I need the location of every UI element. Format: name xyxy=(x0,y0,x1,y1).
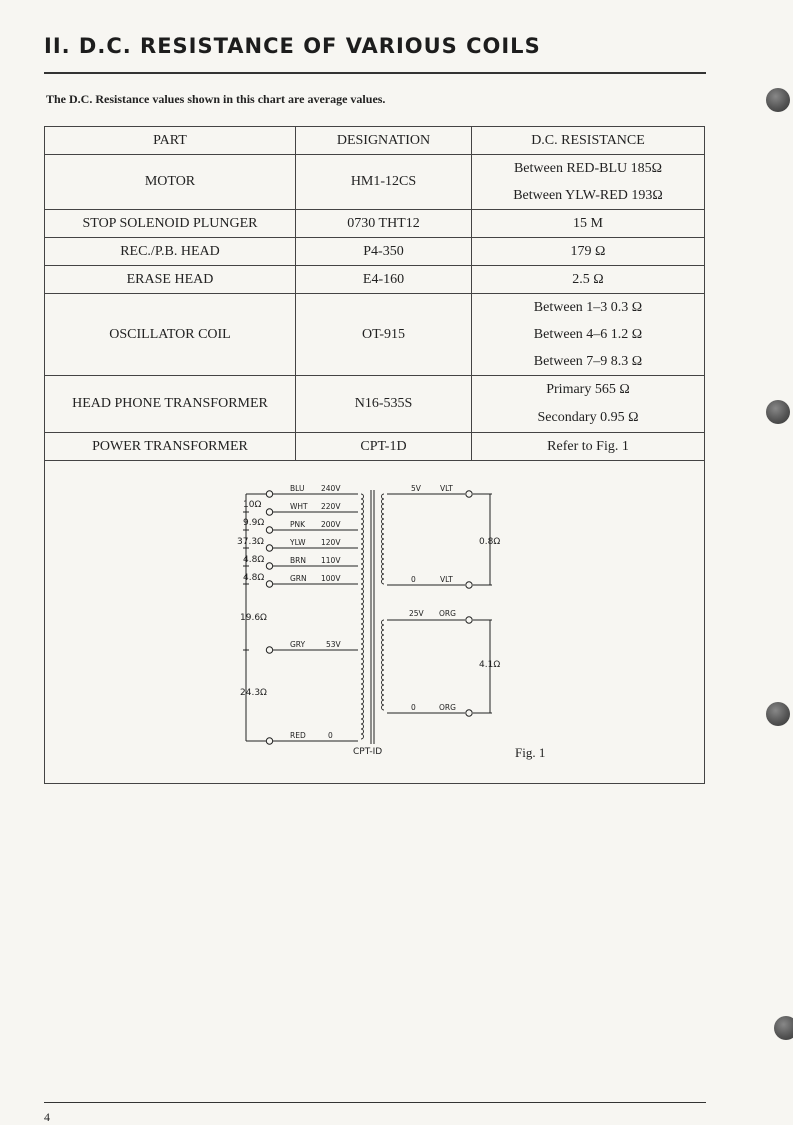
binder-hole xyxy=(766,88,790,112)
resistance-value: 24.3Ω xyxy=(240,688,267,698)
tap-volt: 0 xyxy=(411,703,416,712)
tap-volt: 25V xyxy=(409,609,424,618)
resistance-cell: 15 M xyxy=(472,210,705,238)
designation-cell: HM1-12CS xyxy=(296,155,472,210)
resistance-value: 19.6Ω xyxy=(240,613,267,623)
binder-hole xyxy=(766,400,790,424)
transformer-label: CPT-ID xyxy=(353,747,383,757)
tap-color: VLT xyxy=(440,484,453,493)
part-cell: ERASE HEAD xyxy=(45,266,296,294)
tap-volt: 240V xyxy=(321,484,341,493)
resistance-cell xyxy=(472,376,705,433)
part-cell: OSCILLATOR COIL xyxy=(45,294,296,376)
tap-color: ORG xyxy=(439,609,456,618)
part-cell: HEAD PHONE TRANSFORMER xyxy=(45,376,296,433)
resistance-line: Between YLW-RED 193Ω xyxy=(513,187,663,203)
tap-volt: 5V xyxy=(411,484,421,493)
tap-volt: 120V xyxy=(321,538,341,547)
tap-color: WHT xyxy=(290,502,308,511)
tap-color: VLT xyxy=(440,575,453,584)
resistance-line: Between 4–6 1.2 Ω xyxy=(533,326,643,342)
tap-color: YLW xyxy=(290,538,306,547)
part-cell: POWER TRANSFORMER xyxy=(45,433,296,461)
tap-volt: 0 xyxy=(328,731,333,740)
designation-cell: N16-535S xyxy=(296,376,472,433)
tap-volt: 100V xyxy=(321,574,341,583)
resistance-value: 37.3Ω xyxy=(237,537,264,547)
designation-cell: OT-915 xyxy=(296,294,472,376)
tap-volt: 0 xyxy=(411,575,416,584)
resistance-line: Between 7–9 8.3 Ω xyxy=(533,353,643,369)
tap-color: ORG xyxy=(439,703,456,712)
header-part: PART xyxy=(45,127,296,155)
tap-color: RED xyxy=(290,731,306,740)
resistance-table xyxy=(44,126,705,461)
footer-rule xyxy=(44,1102,706,1103)
resistance-value: 4.1Ω xyxy=(479,660,501,670)
resistance-value: 4.8Ω xyxy=(243,555,265,565)
resistance-line: Between 1–3 0.3 Ω xyxy=(533,299,643,315)
tap-color: BLU xyxy=(290,484,305,493)
resistance-value: 0.8Ω xyxy=(479,537,501,547)
resistance-line: Between RED-BLU 185Ω xyxy=(513,160,663,176)
figure-caption: Fig. 1 xyxy=(515,745,546,760)
resistance-value: 4.8Ω xyxy=(243,573,265,583)
tap-volt: 110V xyxy=(321,556,341,565)
resistance-line: Primary 565 Ω xyxy=(546,382,630,397)
resistance-value: 9.9Ω xyxy=(243,518,265,528)
table-header-row xyxy=(45,127,705,155)
resistance-cell: 179 Ω xyxy=(472,238,705,266)
resistance-cell xyxy=(472,155,705,210)
header-resistance: D.C. RESISTANCE xyxy=(472,127,705,155)
tap-volt: 220V xyxy=(321,502,341,511)
header-designation: DESIGNATION xyxy=(296,127,472,155)
part-cell: MOTOR xyxy=(45,155,296,210)
resistance-cell xyxy=(472,294,705,376)
resistance-value: 10Ω xyxy=(243,500,262,510)
table-row xyxy=(45,376,705,433)
binder-hole xyxy=(766,702,790,726)
table-row xyxy=(45,210,705,238)
part-cell: STOP SOLENOID PLUNGER xyxy=(45,210,296,238)
resistance-line: Secondary 0.95 Ω xyxy=(537,410,639,425)
page-number: 4 xyxy=(44,1110,50,1124)
tap-volt: 53V xyxy=(326,640,341,649)
intro-note: The D.C. Resistance values shown in this chart are average values. xyxy=(46,92,386,106)
part-cell: REC./P.B. HEAD xyxy=(45,238,296,266)
tap-color: PNK xyxy=(290,520,306,529)
table-row xyxy=(45,433,705,461)
tap-volt: 200V xyxy=(321,520,341,529)
resistance-cell: 2.5 Ω xyxy=(472,266,705,294)
binder-hole xyxy=(774,1016,793,1040)
title-rule xyxy=(44,72,706,74)
designation-cell: 0730 THT12 xyxy=(296,210,472,238)
designation-cell: CPT-1D xyxy=(296,433,472,461)
tap-color: BRN xyxy=(290,556,306,565)
designation-cell: E4-160 xyxy=(296,266,472,294)
tap-color: GRY xyxy=(290,640,306,649)
resistance-cell: Refer to Fig. 1 xyxy=(472,433,705,461)
table-row xyxy=(45,238,705,266)
page-title: II. D.C. RESISTANCE OF VARIOUS COILS xyxy=(44,34,541,58)
table-row xyxy=(45,294,705,376)
table-row xyxy=(45,155,705,210)
designation-cell: P4-350 xyxy=(296,238,472,266)
tap-color: GRN xyxy=(290,574,307,583)
table-row xyxy=(45,266,705,294)
